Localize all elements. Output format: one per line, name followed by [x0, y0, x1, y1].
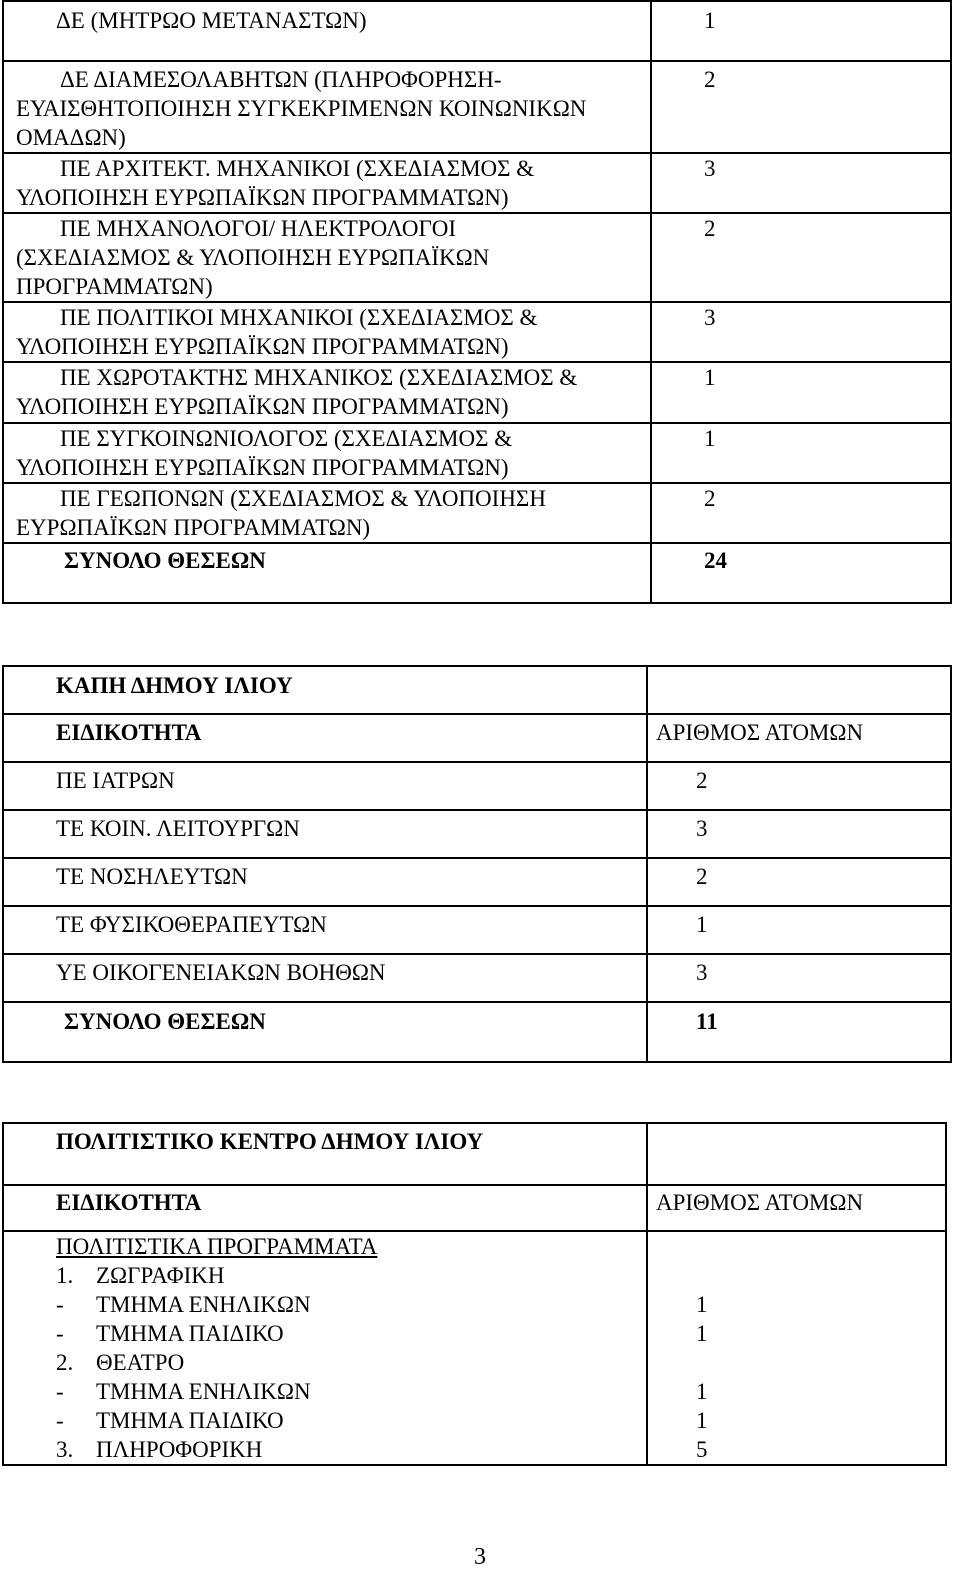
- list-item: [56, 1348, 646, 1377]
- total-label: ΣΥΝΟΛΟ ΘΕΣΕΩΝ: [3, 1002, 647, 1062]
- position-count: 3: [647, 810, 951, 858]
- specialty-label: ΠΕ ΠΟΛΙΤΙΚΟΙ ΜΗΧΑΝΙΚΟΙ (ΣΧΕΔΙΑΣΜΟΣ & ΥΛΟΠΟΙΗΣΗ ΕΥΡΩΠΑΪΚΩΝ ΠΡΟΓΡΑΜΜΑΤΩΝ): [16, 305, 538, 359]
- counts-cell: [647, 1231, 946, 1465]
- list-marker: 3.: [56, 1437, 74, 1462]
- specialty-label: ΤΕ ΝΟΣΗΛΕΥΤΩΝ: [3, 858, 647, 906]
- table-row: [3, 423, 951, 483]
- specialty-label: ΥΕ ΟΙΚΟΓΕΝΕΙΑΚΩΝ ΒΟΗΘΩΝ: [3, 954, 647, 1002]
- specialty-label: ΠΕ ΑΡΧΙΤΕΚΤ. ΜΗΧΑΝΙΚΟΙ (ΣΧΕΔΙΑΣΜΟΣ & ΥΛΟΠΟΙΗΣΗ ΕΥΡΩΠΑΪΚΩΝ ΠΡΟΓΡΑΜΜΑΤΩΝ): [16, 156, 535, 210]
- programs-cell: [3, 1231, 647, 1465]
- programs-heading: ΠΟΛΙΤΙΣΤΙΚΑ ΠΡΟΓΡΑΜΜΑΤΑ: [56, 1234, 378, 1259]
- table-row: [3, 483, 951, 543]
- specialty-label: ΔΕ ΔΙΑΜΕΣΟΛΑΒΗΤΩΝ (ΠΛΗΡΟΦΟΡΗΣΗ- ΕΥΑΙΣΘΗΤΟΠΟΙΗΣΗ ΣΥΓΚΕΚΡΙΜΕΝΩΝ ΚΟΙΝΩΝΙΚΩΝ ΟΜΑΔΩΝ): [16, 67, 587, 150]
- list-item: [56, 1406, 646, 1435]
- list-item: [56, 1319, 646, 1348]
- list-marker: 1.: [56, 1263, 74, 1288]
- total-row: [3, 543, 951, 603]
- position-count: 1: [651, 423, 951, 483]
- list-count: 1: [696, 1321, 708, 1346]
- list-marker: -: [56, 1379, 64, 1404]
- specialty-label: ΠΕ ΙΑΤΡΩΝ: [3, 762, 647, 810]
- position-count: 1: [651, 362, 951, 423]
- position-count: 2: [651, 483, 951, 543]
- list-count: 5: [696, 1437, 708, 1462]
- total-label: ΣΥΝΟΛΟ ΘΕΣΕΩΝ: [3, 543, 651, 603]
- cultural-center-table: [2, 1122, 947, 1466]
- list-count: 1: [696, 1379, 708, 1404]
- list-text: ΖΩΓΡΑΦΙΚΗ: [96, 1263, 225, 1288]
- list-item: [56, 1290, 646, 1319]
- list-marker: -: [56, 1408, 64, 1433]
- position-count: 1: [647, 906, 951, 954]
- specialty-label: ΤΕ ΦΥΣΙΚΟΘΕΡΑΠΕΥΤΩΝ: [3, 906, 647, 954]
- list-marker: -: [56, 1321, 64, 1346]
- list-count: [696, 1261, 945, 1290]
- column-header-specialty: ΕΙΔΙΚΟΤΗΤΑ: [3, 714, 647, 762]
- position-count: 2: [647, 762, 951, 810]
- table-row: [3, 302, 951, 362]
- list-text: ΤΜΗΜΑ ΕΝΗΛΙΚΩΝ: [96, 1292, 311, 1317]
- section-title: ΠΟΛΙΤΙΣΤΙΚΟ ΚΕΝΤΡΟ ΔΗΜΟΥ ΙΛΙΟΥ: [3, 1123, 647, 1185]
- specialty-label: ΤΕ ΚΟΙΝ. ΛΕΙΤΟΥΡΓΩΝ: [3, 810, 647, 858]
- list-text: ΠΛΗΡΟΦΟΡΙΚΗ: [96, 1437, 263, 1462]
- table-row: [3, 906, 951, 954]
- total-value: 24: [651, 543, 951, 603]
- list-item: [56, 1377, 646, 1406]
- list-marker: -: [56, 1292, 64, 1317]
- total-row: [3, 1002, 951, 1062]
- positions-table: [2, 0, 952, 604]
- list-count: [696, 1348, 945, 1377]
- position-count: 3: [647, 954, 951, 1002]
- table-row: [3, 61, 951, 153]
- specialty-label: ΠΕ ΧΩΡΟΤΑΚΤΗΣ ΜΗΧΑΝΙΚΟΣ (ΣΧΕΔΙΑΣΜΟΣ & ΥΛΟΠΟΙΗΣΗ ΕΥΡΩΠΑΪΚΩΝ ΠΡΟΓΡΑΜΜΑΤΩΝ): [16, 365, 578, 419]
- column-header-count: ΑΡΙΘΜΟΣ ΑΤΟΜΩΝ: [647, 714, 951, 762]
- table-row: [3, 1, 951, 61]
- kapi-table: [2, 665, 952, 1063]
- list-text: ΤΜΗΜΑ ΠΑΙΔΙΚΟ: [96, 1408, 284, 1433]
- table-row: [3, 153, 951, 213]
- position-count: 2: [651, 61, 951, 153]
- table-row: [3, 954, 951, 1002]
- specialty-label: ΠΕ ΣΥΓΚΟΙΝΩΝΙΟΛΟΓΟΣ (ΣΧΕΔΙΑΣΜΟΣ & ΥΛΟΠΟΙΗΣΗ ΕΥΡΩΠΑΪΚΩΝ ΠΡΟΓΡΑΜΜΑΤΩΝ): [16, 426, 513, 480]
- list-count: 1: [696, 1292, 708, 1317]
- column-header-specialty: ΕΙΔΙΚΟΤΗΤΑ: [3, 1185, 647, 1231]
- position-count: 3: [651, 153, 951, 213]
- list-text: ΤΜΗΜΑ ΕΝΗΛΙΚΩΝ: [96, 1379, 311, 1404]
- specialty-label: ΔΕ (ΜΗΤΡΩΟ ΜΕΤΑΝΑΣΤΩΝ): [56, 8, 367, 33]
- position-count: 2: [651, 213, 951, 302]
- list-item: [56, 1435, 646, 1464]
- section-title: ΚΑΠΗ ΔΗΜΟΥ ΙΛΙΟΥ: [3, 666, 647, 714]
- position-count: 3: [651, 302, 951, 362]
- list-text: ΘΕΑΤΡΟ: [96, 1350, 185, 1375]
- table-row: [3, 362, 951, 423]
- position-count: 1: [651, 1, 951, 61]
- table-row: [3, 213, 951, 302]
- table-row: [3, 810, 951, 858]
- table-row: [3, 762, 951, 810]
- position-count: 2: [647, 858, 951, 906]
- column-header-count: ΑΡΙΘΜΟΣ ΑΤΟΜΩΝ: [647, 1185, 946, 1231]
- list-marker: 2.: [56, 1350, 74, 1375]
- list-count: 1: [696, 1408, 708, 1433]
- specialty-label: ΠΕ ΓΕΩΠΟΝΩΝ (ΣΧΕΔΙΑΣΜΟΣ & ΥΛΟΠΟΙΗΣΗ ΕΥΡΩΠΑΪΚΩΝ ΠΡΟΓΡΑΜΜΑΤΩΝ): [16, 486, 546, 540]
- page-number: 3: [474, 1544, 486, 1570]
- list-item: [56, 1261, 646, 1290]
- specialty-label: ΠΕ ΜΗΧΑΝΟΛΟΓΟΙ/ ΗΛΕΚΤΡΟΛΟΓΟΙ (ΣΧΕΔΙΑΣΜΟΣ & ΥΛΟΠΟΙΗΣΗ ΕΥΡΩΠΑΪΚΩΝ ΠΡΟΓΡΑΜΜΑΤΩΝ): [16, 216, 490, 299]
- total-value: 11: [647, 1002, 951, 1062]
- table-row: [3, 858, 951, 906]
- list-text: ΤΜΗΜΑ ΠΑΙΔΙΚΟ: [96, 1321, 284, 1346]
